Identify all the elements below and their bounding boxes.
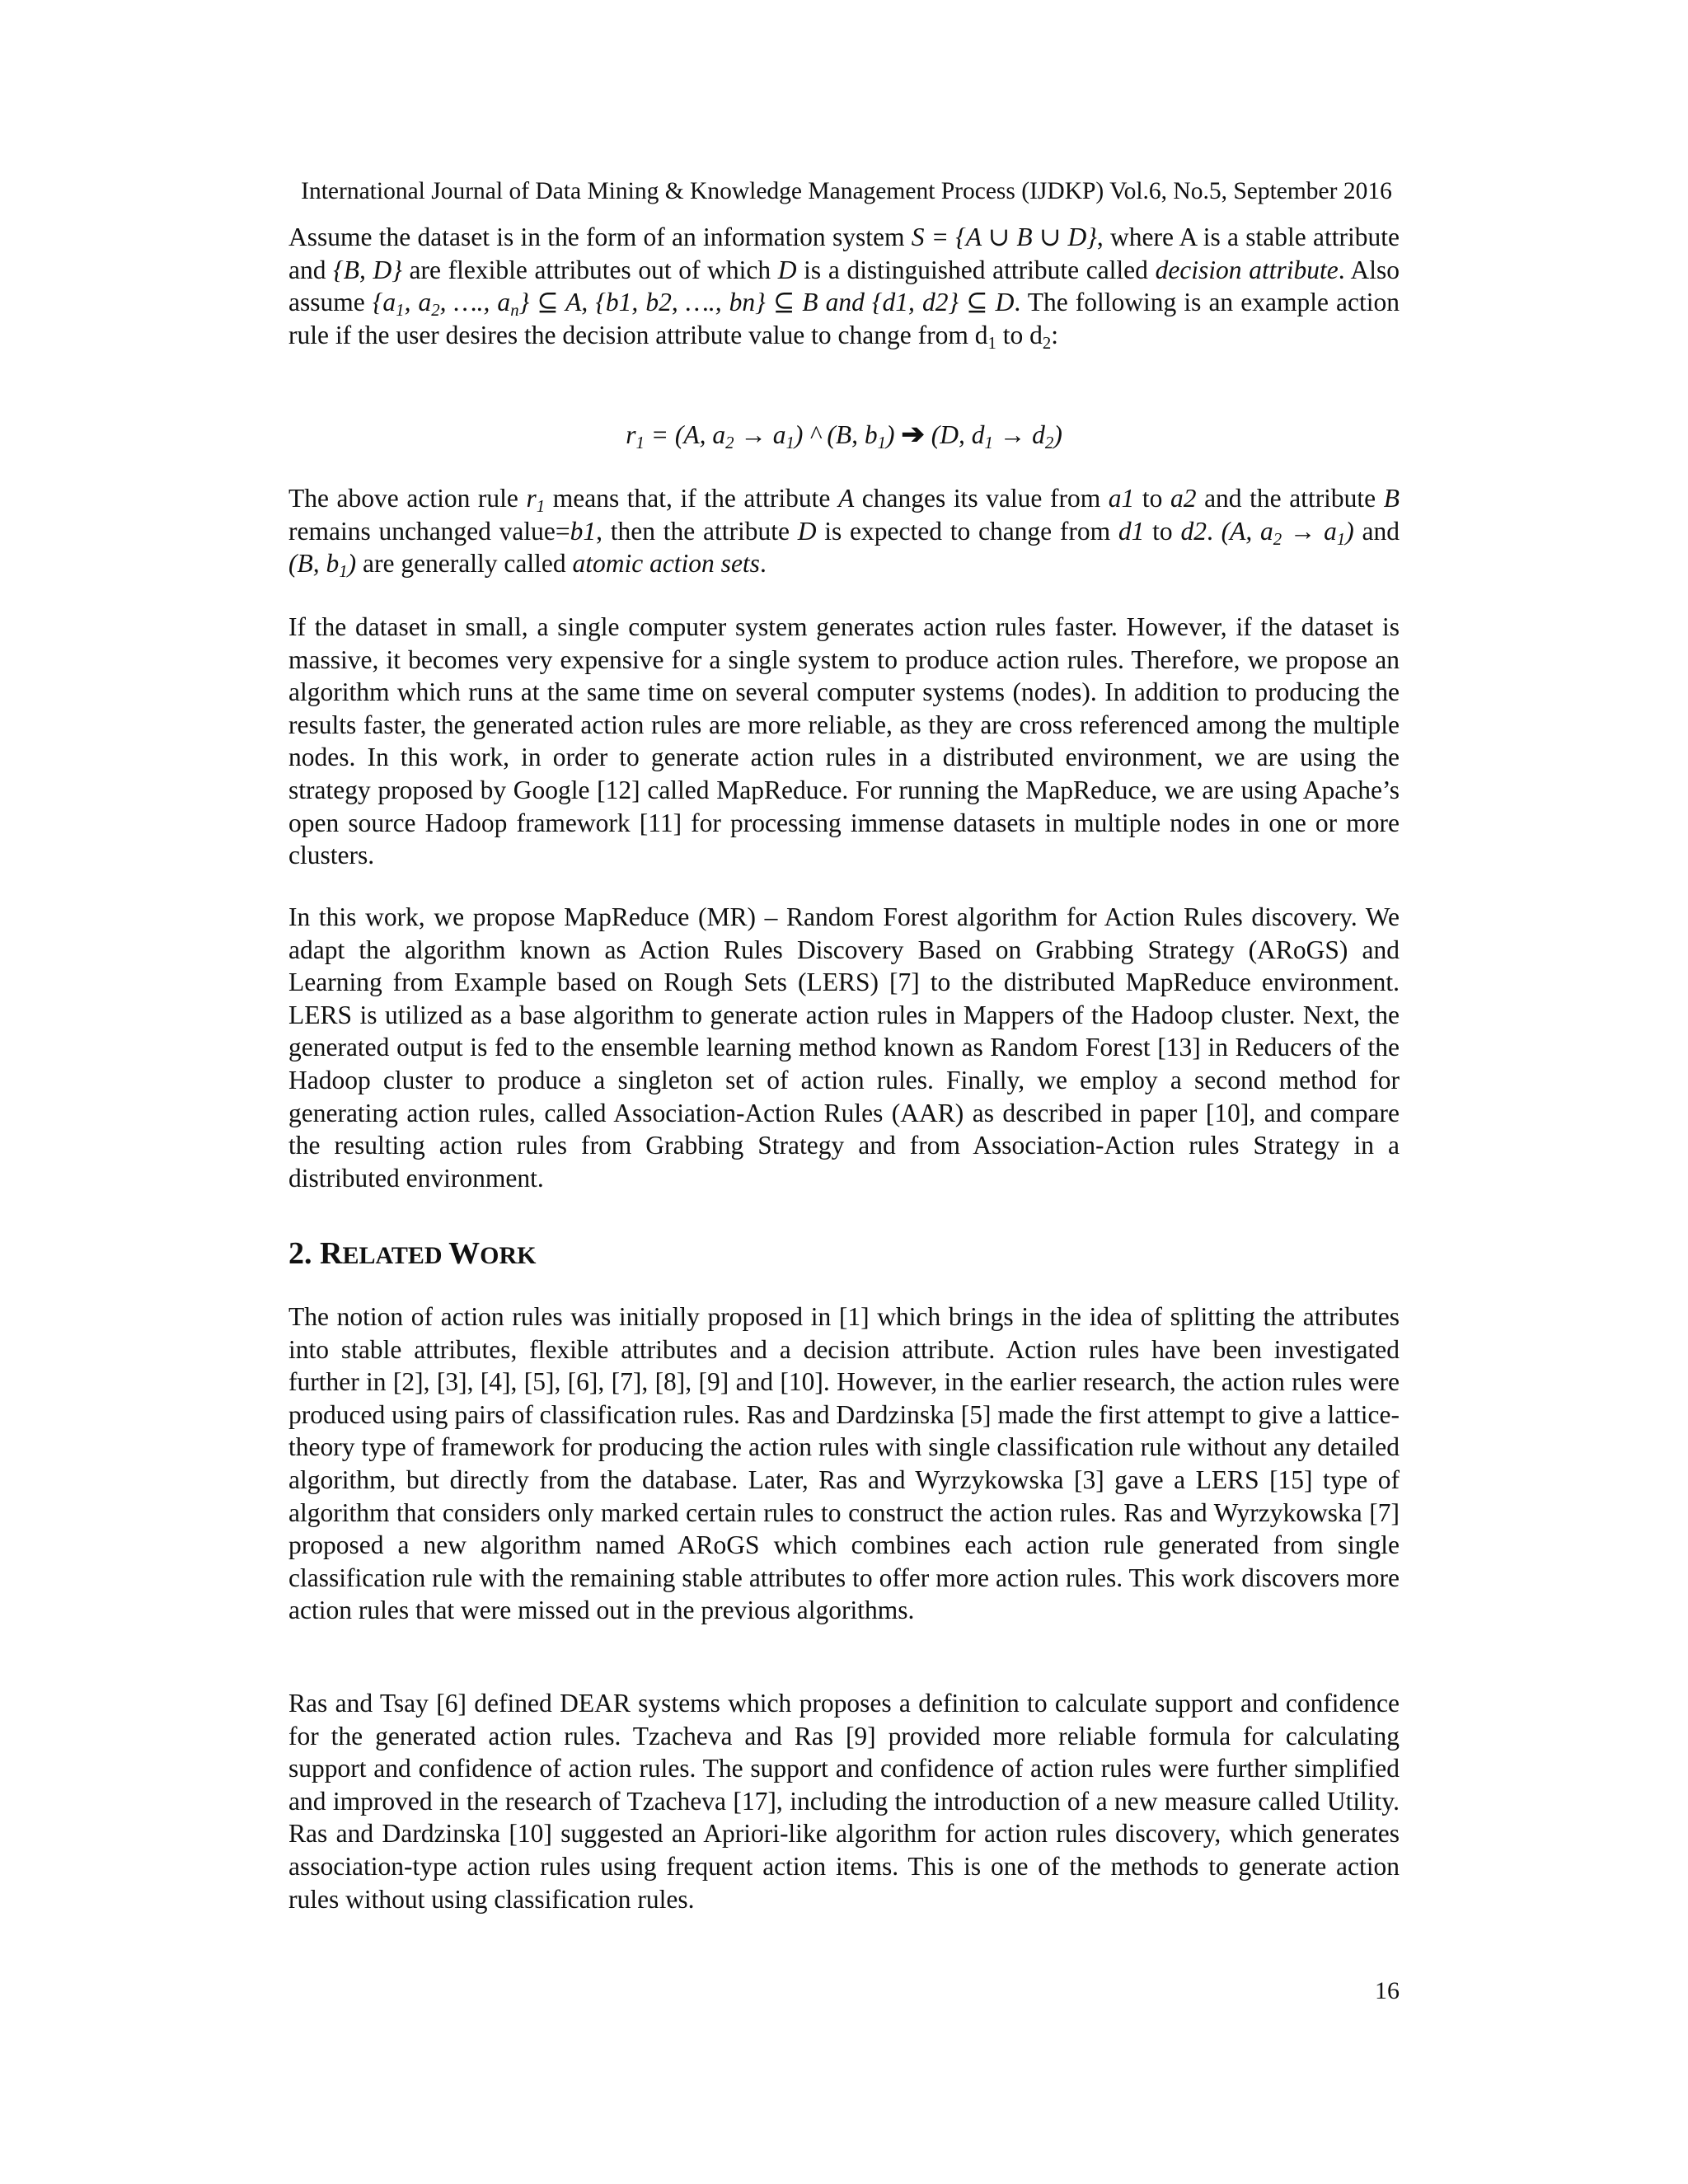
text-span: is a distinguished attribute called [796,255,1156,284]
section-heading-related-work: 2. RELATED WORK [288,1236,537,1271]
text-span: , where A is a stable attribute and [288,223,1400,284]
text-span: to d [996,320,1043,349]
text-span: . Also assume [288,255,1400,317]
math-D: D [777,255,797,284]
subscript: 1 [987,333,996,353]
text-span: . The following is an example action rule if the user desires the decision attribute value to change from d [288,288,1400,349]
paragraph-related-work-2: Ras and Tsay [6] defined DEAR systems which proposes a definition to calculate support and confidence for the generated action rules. Tzacheva and Ras [9] provided more reliable formula for calculating support and confidence of action rules. The support and confidence of action rules were further simplified and improved in the research of Tzacheva [17], including the introduction of a new measure called Utility. Ras and Dardzinska [10] suggested an Apriori-like algorithm for action rules discovery, which generates association-type action rules using frequent action items. This is one of the methods to generate action rules without using classification rules. [288,1689,1400,1914]
paragraph-related-work-1: The notion of action rules was initially proposed in [1] which brings in the idea of splitting the attributes into stable attributes, flexible attributes and a decision attribute. Action rules have been investigated further in [2], [3], [4], [5], [6], [7], [8], [9] and [10]. However, in the earlier research, the action rules were produced using pairs of classification rules. Ras and Dardzinska [5] made the first attempt to give a lattice-theory type of framework for producing the action rules with single classification rule without any detailed algorithm, but directly from the database. Later, Ras and Wyrzykowska [3] gave a LERS [15] type of algorithm that considers only marked certain rules to construct the action rules. Ras and Wyrzykowska [7] proposed a new algorithm named ARoGS which combines each action rule generated from single classification rule with the remaining stable attributes to offer more action rules. This work discovers more action rules that were missed out in the previous algorithms. [288,1302,1400,1625]
paragraph-proposed-method: In this work, we propose MapReduce (MR) – Random Forest algorithm for Action Rules discovery. We adapt the algorithm known as Action Rules Discovery Based on Grabbing Strategy (ARoGS) and Learning from Example based on Rough Sets (LERS) [7] to the distributed MapReduce environment. LERS is utilized as a base algorithm to generate action rules in Mappers of the Hadoop cluster. Next, the generated output is fed to the ensemble learning method known as Random Forest [13] in Reducers of the Hadoop cluster to produce a singleton set of action rules. Finally, we employ a second method for generating action rules, called Association-Action Rules (AAR) as described in paper [10], and compare the resulting action rules from Grabbing Strategy and from Association-Action rules Strategy in a distributed environment. [288,902,1400,1193]
text-span: Assume the dataset is in the form of an information system [288,223,912,251]
subscript: 2 [1042,333,1052,353]
implies-arrow-icon: ➔ [901,419,925,450]
paragraph-distributed-motivation: If the dataset in small, a single computer system generates action rules faster. However, if the dataset is massive, it becomes very expensive for a single system to produce action rules. Therefore, we propose an algorithm which runs at the same time on several computer systems (nodes). In addition to producing the results faster, the generated action rules are more reliable, as they are cross referenced among the multiple nodes. In this work, in order to generate action rules in a distributed environment, we are using the strategy proposed by Google [12] called MapReduce. For running the MapReduce, we are using Apache’s open source Hadoop framework [11] for processing immense datasets in multiple nodes in one or more clusters. [288,612,1400,870]
term-atomic-action-sets: atomic action sets [572,549,760,579]
page-number: 16 [1375,1977,1400,2004]
action-rule-formula: $r_1 = (A$, $a_2 \to a_1$) ^ (B, $b_1$) ➔ (D, $d_1 \to d_2$) [626,419,1062,452]
math-set-S: S = {A ∪ B ∪ D} [911,223,1097,251]
text-span: are flexible attributes out of which [401,255,778,284]
running-header: International Journal of Data Mining & Knowledge Management Process (IJDKP) Vol.6, No.5, September 2016 [301,178,1392,204]
paragraph-information-system [288,221,1400,351]
text-span: : [1051,320,1059,349]
math-flexible-set: {B, D} [333,255,402,284]
paragraph-rule-explanation: The above action rule $r_1$ means that, if the attribute A changes its value from a1 to a2 and the attribute B remains unchanged value=b1, then the attribute D is expected to change from d1 to d2. (A, $a_2 \to a_1$) and (B, $b_1$) are generally called atomic action sets. [288,484,1400,581]
math-value-sets: {$a_1$, $a_2$, …., $a_n$} ⊆ A, {b1, b2, …., bn} ⊆ B and {d1, d2} ⊆ D [372,288,1015,320]
term-decision-attribute: decision attribute [1155,255,1339,284]
